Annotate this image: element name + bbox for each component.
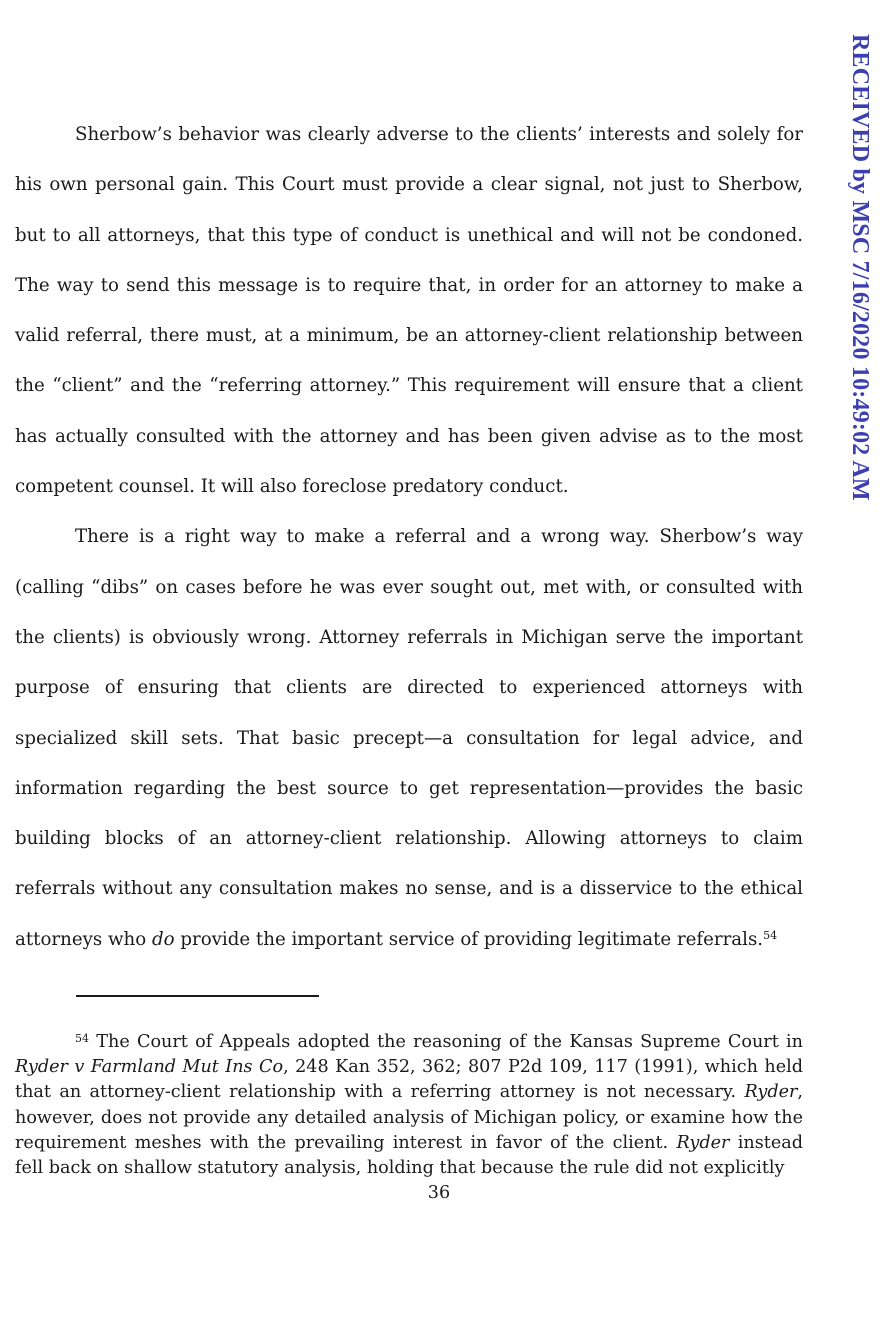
emphasis-do: do — [151, 928, 175, 950]
footnote-divider — [76, 995, 319, 997]
case-short-name: Ryder — [676, 1132, 730, 1153]
footnote-text: , however, does not provide any detailed analysis of Michigan policy, or examine how the requirement meshes with the prevailing interest in favor of the client. — [15, 1082, 803, 1153]
footnote-54 — [15, 1030, 803, 1181]
footnote-text: The Court of Appeals adopted the reasoning of the Kansas Supreme Court in — [89, 1032, 803, 1052]
footnote-text: instead fell back on shallow statutory analysis, holding that because the rule did not explicitly — [15, 1132, 803, 1179]
paragraph-2-text: There is a right way to make a referral and a wrong way. Sherbow’s way (calling “dibs” on cases before he was ever sought out, met with, or consulted with the clients) is obviously wrong. Attorney referrals in Michigan serve the important purpose of ensuring that clients are directed to experienced attorneys with specialized skill sets. That basic precept—a consultation for legal advice, and information regarding the best source to get representation—provides the basic building blocks of an attorney-client relationship. Allowing attorneys to claim referrals without any consultation makes no sense, and is a disservice to the ethical attorneys who — [15, 526, 803, 950]
page-number: 36 — [427, 1183, 451, 1203]
body-text — [15, 110, 803, 965]
received-stamp: RECEIVED by MSC 7/16/2020 10:49:02 AM — [847, 34, 873, 501]
footnote-reference[interactable]: 54 — [763, 928, 778, 942]
footnote-text: , 248 Kan 352, 362; 807 P2d 109, 117 (1991), which held that an attorney-client relationship with a referring attorney is not necessary. — [15, 1057, 803, 1103]
footnote-marker: 54 — [75, 1032, 89, 1045]
paragraph-2-text-end: provide the important service of providing legitimate referrals. — [174, 928, 764, 950]
paragraph-1: Sherbow’s behavior was clearly adverse to the clients’ interests and solely for his own personal gain. This Court must provide a clear signal, not just to Sherbow, but to all attorneys, that this type of conduct is unethical and will not be condoned. The way to send this message is to require that, in order for an attorney to make a valid referral, there must, at a minimum, be an attorney-client relationship between the “client” and the “referring attorney.” This requirement will ensure that a client has actually consulted with the attorney and has been given advise as to the most competent counsel. It will also foreclose predatory conduct. — [15, 124, 803, 498]
case-citation: Ryder v Farmland Mut Ins Co — [15, 1057, 284, 1078]
case-short-name: Ryder — [744, 1082, 798, 1103]
paragraph-2 — [15, 512, 803, 965]
